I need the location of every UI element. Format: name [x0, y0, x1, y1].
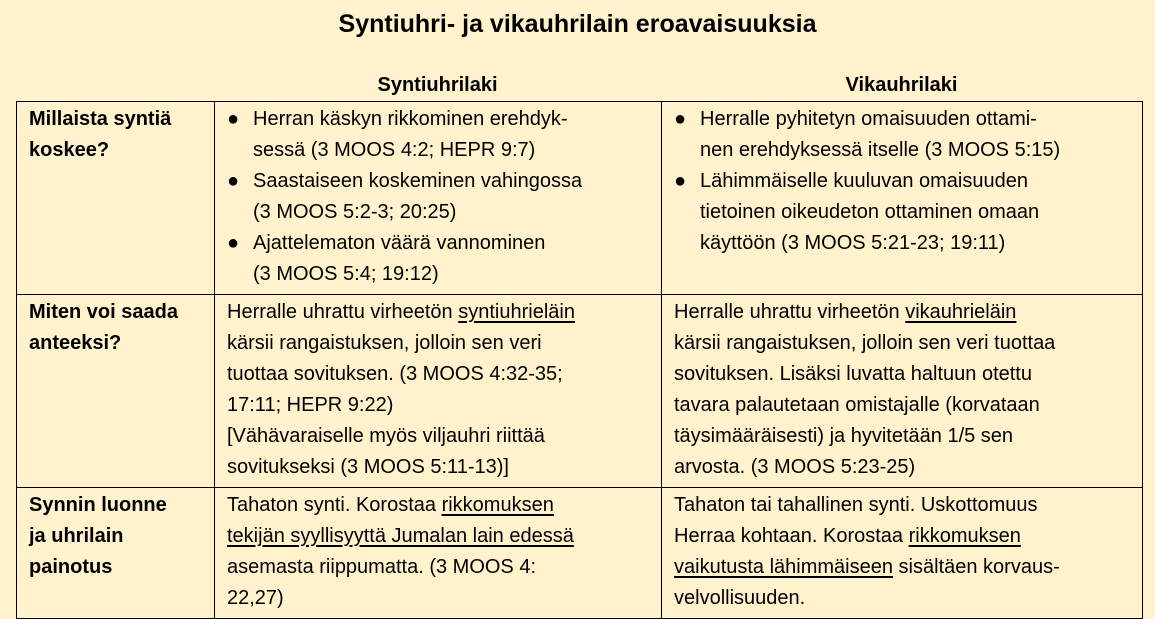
row-header-line: koskee? [29, 139, 110, 161]
bullet-icon: ● [674, 108, 687, 130]
cell-line: sovitukseksi (3 MOOS 5:11-13)] [227, 456, 509, 478]
bullet-text: Herran käskyn rikkominen erehdyk- [253, 108, 568, 130]
cell-line [674, 521, 1134, 552]
row-header-line: Miten voi saada [29, 301, 178, 323]
bullet-text: käyttöön (3 MOOS 5:21-23; 19:11) [700, 232, 1006, 254]
comparison-table [16, 101, 1143, 619]
cell-line: kärsii rangaistuksen, jolloin sen veri tuottaa [674, 332, 1056, 354]
cell-line: 17:11; HEPR 9:22) [227, 394, 394, 416]
cell-line: kärsii rangaistuksen, jolloin sen veri [227, 332, 542, 354]
bullet-item [674, 166, 1134, 259]
table-cell [215, 102, 662, 295]
table-cell [662, 488, 1143, 619]
cell-line [227, 521, 653, 552]
bullet-item [227, 104, 653, 166]
bullet-icon: ● [674, 170, 687, 192]
underlined-term: tekijän syyllisyyttä Jumalan lain edessä [227, 525, 574, 547]
cell-line: sovituksen. Lisäksi luvatta haltuun otettu [674, 363, 1032, 385]
row-header [17, 488, 215, 619]
cell-text: Herralle uhrattu virheetön [674, 301, 906, 323]
cell-line: asemasta riippumatta. (3 MOOS 4: [227, 556, 537, 578]
table-row [17, 102, 1143, 295]
underlined-term: vikauhrieläin [905, 301, 1017, 323]
bullet-text: Ajattelematon väärä vannominen [253, 232, 546, 254]
bullet-item [227, 228, 653, 290]
cell-line: 22,27) [227, 587, 284, 609]
bullet-item [227, 166, 653, 228]
table-cell [215, 295, 662, 488]
bullet-text: (3 MOOS 5:2-3; 20:25) [253, 201, 457, 223]
column-header-syntiuhrilaki: Syntiuhrilaki [377, 74, 498, 96]
cell-line [227, 490, 653, 521]
bullet-text: tietoinen oikeudeton ottaminen omaan [700, 201, 1040, 223]
cell-line: [Vähävaraiselle myös viljauhri riittää [227, 425, 545, 447]
cell-line: Tahaton tai tahallinen synti. Uskottomuus [674, 494, 1038, 516]
row-header-line: ja uhrilain [29, 525, 124, 547]
underlined-term: syntiuhrieläin [458, 301, 575, 323]
row-header-line: painotus [29, 556, 113, 578]
cell-line: tavara palautetaan omistajalle (korvataan [674, 394, 1040, 416]
table-row [17, 295, 1143, 488]
bullet-icon: ● [227, 108, 240, 130]
row-header-line: Synnin luonne [29, 494, 167, 516]
bullet-text: Saastaiseen koskeminen vahingossa [253, 170, 583, 192]
bullet-text: nen erehdyksessä itselle (3 MOOS 5:15) [700, 139, 1061, 161]
page-title: Syntiuhri- ja vikauhrilain eroavaisuuksia [338, 10, 817, 38]
row-header-line: anteeksi? [29, 332, 122, 354]
cell-line: tuottaa sovituksen. (3 MOOS 4:32-35; [227, 363, 563, 385]
underlined-term: rikkomuksen [908, 525, 1021, 547]
table-cell [662, 295, 1143, 488]
bullet-text: (3 MOOS 5:4; 19:12) [253, 263, 439, 285]
row-header [17, 102, 215, 295]
cell-text: sisältäen korvaus- [893, 556, 1060, 578]
cell-text: Tahaton synti. Korostaa [227, 494, 442, 516]
table-cell [215, 488, 662, 619]
bullet-text: Lähimmäiselle kuuluvan omaisuuden [700, 170, 1028, 192]
cell-line: arvosta. (3 MOOS 5:23-25) [674, 456, 916, 478]
cell-line [674, 552, 1134, 583]
row-header [17, 295, 215, 488]
bullet-icon: ● [227, 170, 240, 192]
table-row [17, 488, 1143, 619]
underlined-term: vaikutusta lähimmäiseen [674, 556, 893, 578]
row-header-line: Millaista syntiä [29, 108, 172, 130]
bullet-item [674, 104, 1134, 166]
underlined-term: rikkomuksen [441, 494, 554, 516]
table-cell [662, 102, 1143, 295]
bullet-text: Herralle pyhitetyn omaisuuden ottami- [700, 108, 1037, 130]
cell-line [227, 297, 653, 328]
cell-text: Herralle uhrattu virheetön [227, 301, 459, 323]
cell-line: velvollisuuden. [674, 587, 806, 609]
bullet-icon: ● [227, 232, 240, 254]
bullet-text: sessä (3 MOOS 4:2; HEPR 9:7) [253, 139, 536, 161]
cell-line [674, 297, 1134, 328]
cell-text: Herraa kohtaan. Korostaa [674, 525, 909, 547]
cell-line: täysimääräisesti) ja hyvitetään 1/5 sen [674, 425, 1014, 447]
column-header-vikauhrilaki: Vikauhrilaki [845, 74, 958, 96]
